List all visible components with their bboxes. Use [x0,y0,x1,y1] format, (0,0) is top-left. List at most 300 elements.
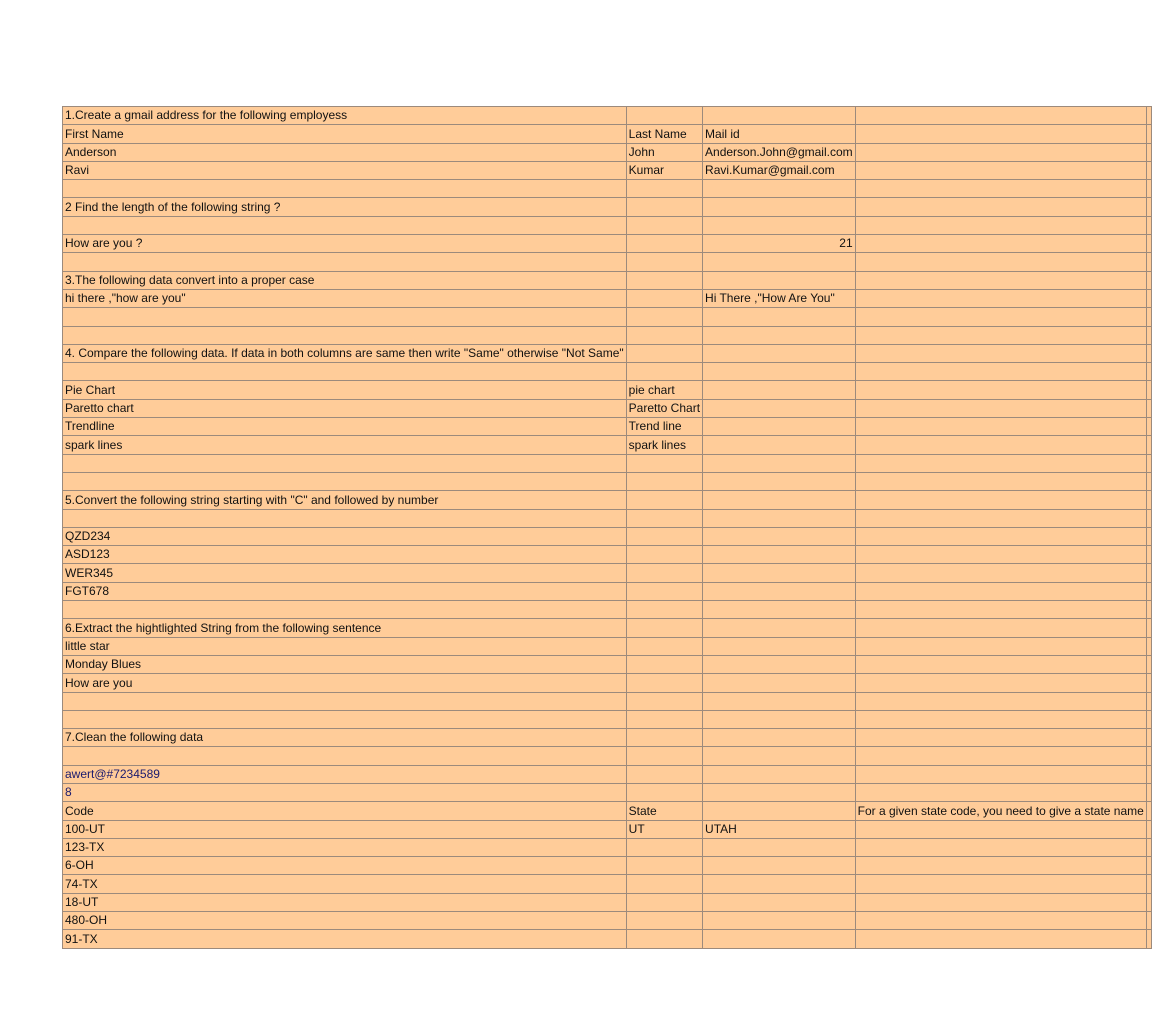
sheet-cell[interactable] [63,930,627,948]
sheet-cell[interactable] [63,125,627,143]
sheet-cell[interactable] [626,765,702,783]
sheet-cell[interactable] [703,216,856,234]
sheet-cell[interactable] [703,674,856,692]
sheet-cell[interactable] [855,308,1146,326]
sheet-cell[interactable] [1146,820,1151,838]
sheet-cell[interactable] [855,546,1146,564]
sheet-cell[interactable] [855,491,1146,509]
sheet-cell[interactable] [626,344,702,362]
sheet-cell[interactable] [855,216,1146,234]
sheet-cell[interactable] [855,637,1146,655]
sheet-cell[interactable] [63,674,627,692]
cell-text: Anderson [65,144,117,159]
sheet-cell[interactable] [703,912,856,930]
sheet-cell[interactable] [63,546,627,564]
sheet-cell[interactable] [63,180,627,198]
sheet-cell[interactable] [1146,253,1151,271]
sheet-cell[interactable] [63,875,627,893]
sheet-row [63,546,1152,564]
sheet-cell[interactable] [63,838,627,856]
cell-text: 6-OH [65,858,94,873]
sheet-cell[interactable] [855,710,1146,728]
sheet-cell[interactable] [1146,710,1151,728]
sheet-row [63,802,1152,820]
cell-text: Pie Chart [65,382,116,397]
sheet-cell[interactable] [626,783,702,801]
sheet-cell[interactable] [855,802,1146,820]
sheet-row [63,582,1152,600]
sheet-cell[interactable] [703,802,856,820]
sheet-cell[interactable] [1146,692,1151,710]
sheet-cell[interactable] [855,253,1146,271]
sheet-cell[interactable] [63,747,627,765]
sheet-cell[interactable] [855,198,1146,216]
sheet-cell[interactable] [63,381,627,399]
sheet-cell[interactable] [703,729,856,747]
sheet-cell[interactable] [855,509,1146,527]
sheet-cell[interactable] [1146,454,1151,472]
sheet-cell[interactable] [1146,674,1151,692]
cell-text: For a given state code, you need to give a state name [857,803,1144,818]
sheet-cell[interactable] [703,125,856,143]
sheet-row [63,893,1152,911]
cell-text: Monday Blues [65,657,142,672]
sheet-cell[interactable] [63,235,627,253]
sheet-cell[interactable] [1146,564,1151,582]
sheet-cell[interactable] [1146,912,1151,930]
sheet-cell[interactable] [626,107,702,125]
cell-text: Code [65,803,94,818]
cell-text: Trendline [65,419,115,434]
sheet-cell[interactable] [703,527,856,545]
sheet-cell[interactable] [855,564,1146,582]
sheet-cell[interactable] [1146,161,1151,179]
sheet-cell[interactable] [1146,491,1151,509]
sheet-cell[interactable] [855,527,1146,545]
sheet-row [63,271,1152,289]
sheet-cell[interactable] [855,655,1146,673]
sheet-cell[interactable] [1146,308,1151,326]
sheet-cell[interactable] [63,198,627,216]
sheet-cell[interactable] [63,509,627,527]
sheet-cell[interactable] [626,143,702,161]
cell-text: UT [628,821,645,836]
sheet-cell[interactable] [703,491,856,509]
cell-text: awert@#7234589 [65,766,160,781]
sheet-cell[interactable] [63,143,627,161]
sheet-cell[interactable] [703,308,856,326]
sheet-cell[interactable] [703,198,856,216]
sheet-cell[interactable] [626,875,702,893]
sheet-row [63,344,1152,362]
sheet-cell[interactable] [855,838,1146,856]
sheet-cell[interactable] [1146,180,1151,198]
sheet-cell[interactable] [63,601,627,619]
sheet-cell[interactable] [855,783,1146,801]
sheet-cell[interactable] [1146,472,1151,490]
sheet-cell[interactable] [703,436,856,454]
sheet-cell[interactable] [626,710,702,728]
sheet-cell[interactable] [63,344,627,362]
sheet-row [63,509,1152,527]
sheet-row [63,875,1152,893]
sheet-cell[interactable] [703,930,856,948]
cell-text: Last Name [628,126,687,141]
sheet-cell[interactable] [703,472,856,490]
sheet-cell[interactable] [855,765,1146,783]
sheet-cell[interactable] [1146,509,1151,527]
cell-text: 74-TX [65,876,98,891]
sheet-cell[interactable] [63,655,627,673]
sheet-cell[interactable] [1146,399,1151,417]
sheet-cell[interactable] [63,491,627,509]
sheet-cell[interactable] [626,381,702,399]
cell-text: pie chart [628,382,675,397]
sheet-row [63,912,1152,930]
sheet-cell[interactable] [703,710,856,728]
sheet-cell[interactable] [626,308,702,326]
cell-text: 8 [65,785,72,800]
sheet-cell[interactable] [1146,125,1151,143]
sheet-cell[interactable] [855,161,1146,179]
cell-text: WER345 [65,565,114,580]
sheet-cell[interactable] [703,161,856,179]
sheet-cell[interactable] [63,363,627,381]
sheet-cell[interactable] [63,454,627,472]
sheet-cell[interactable] [1146,436,1151,454]
cell-text: How are you ? [65,236,143,251]
sheet-cell[interactable] [1146,235,1151,253]
sheet-cell[interactable] [855,674,1146,692]
sheet-cell[interactable] [1146,381,1151,399]
cell-text: 2 Find the length of the following string ? [65,199,281,214]
sheet-cell[interactable] [703,692,856,710]
cell-text: Anderson.John@gmail.com [705,144,853,159]
sheet-cell[interactable] [626,253,702,271]
cell-text: Hi There ,"How Are You" [705,291,835,306]
sheet-cell[interactable] [63,289,627,307]
sheet-cell[interactable] [855,875,1146,893]
sheet-cell[interactable] [1146,783,1151,801]
sheet-cell[interactable] [1146,601,1151,619]
sheet-cell[interactable] [63,692,627,710]
sheet-cell[interactable] [855,857,1146,875]
sheet-cell[interactable] [1146,729,1151,747]
sheet-cell[interactable] [626,857,702,875]
sheet-cell[interactable] [1146,838,1151,856]
sheet-cell[interactable] [703,637,856,655]
sheet-cell[interactable] [63,436,627,454]
cell-text: 7.Clean the following data [65,730,204,745]
sheet-cell[interactable] [63,527,627,545]
sheet-cell[interactable] [855,619,1146,637]
sheet-row [63,289,1152,307]
sheet-cell[interactable] [703,509,856,527]
sheet-cell[interactable] [626,509,702,527]
sheet-cell[interactable] [1146,271,1151,289]
sheet-cell[interactable] [855,747,1146,765]
sheet-cell[interactable] [626,912,702,930]
sheet-cell[interactable] [1146,875,1151,893]
sheet-cell[interactable] [855,180,1146,198]
sheet-cell[interactable] [626,198,702,216]
sheet-cell[interactable] [63,564,627,582]
sheet-row [63,820,1152,838]
sheet-cell[interactable] [626,289,702,307]
cell-text: How are you [65,675,133,690]
sheet-cell[interactable] [626,930,702,948]
sheet-cell[interactable] [63,765,627,783]
sheet-cell[interactable] [63,619,627,637]
sheet-row [63,729,1152,747]
sheet-row [63,619,1152,637]
sheet-cell[interactable] [855,125,1146,143]
sheet-cell[interactable] [703,564,856,582]
sheet-cell[interactable] [703,546,856,564]
sheet-row [63,747,1152,765]
sheet-cell[interactable] [626,655,702,673]
sheet-cell[interactable] [63,893,627,911]
sheet-cell[interactable] [703,363,856,381]
sheet-cell[interactable] [855,601,1146,619]
sheet-cell[interactable] [626,527,702,545]
sheet-cell[interactable] [855,820,1146,838]
sheet-cell[interactable] [626,161,702,179]
sheet-cell[interactable] [626,619,702,637]
sheet-cell[interactable] [703,783,856,801]
sheet-cell[interactable] [703,893,856,911]
sheet-cell[interactable] [703,399,856,417]
sheet-cell[interactable] [1146,857,1151,875]
sheet-cell[interactable] [626,546,702,564]
sheet-row [63,637,1152,655]
sheet-cell[interactable] [626,729,702,747]
sheet-row [63,783,1152,801]
sheet-cell[interactable] [626,838,702,856]
cell-text: Trend line [628,419,682,434]
sheet-cell[interactable] [855,326,1146,344]
sheet-cell[interactable] [626,637,702,655]
sheet-cell[interactable] [855,289,1146,307]
sheet-cell[interactable] [703,253,856,271]
sheet-row [63,216,1152,234]
sheet-cell[interactable] [1146,802,1151,820]
sheet-cell[interactable] [855,582,1146,600]
sheet-row [63,655,1152,673]
cell-text: Mail id [705,126,740,141]
sheet-cell[interactable] [1146,546,1151,564]
sheet-cell[interactable] [703,326,856,344]
sheet-cell[interactable] [63,253,627,271]
sheet-cell[interactable]: 21 [703,235,856,253]
sheet-row [63,161,1152,179]
sheet-cell[interactable] [626,399,702,417]
cell-text: 5.Convert the following string starting with "C" and followed by number [65,492,439,507]
sheet-cell[interactable] [703,857,856,875]
sheet-cell[interactable] [855,399,1146,417]
sheet-row [63,326,1152,344]
sheet-cell[interactable] [703,344,856,362]
sheet-cell[interactable] [1146,143,1151,161]
sheet-cell[interactable] [1146,107,1151,125]
sheet-cell[interactable] [63,729,627,747]
sheet-row [63,125,1152,143]
cell-text: ASD123 [65,547,110,562]
sheet-cell[interactable] [703,582,856,600]
cell-text: spark lines [65,437,123,452]
sheet-cell[interactable] [1146,893,1151,911]
sheet-cell[interactable] [703,418,856,436]
sheet-cell[interactable] [855,472,1146,490]
sheet-row [63,838,1152,856]
sheet-cell[interactable] [855,729,1146,747]
sheet-cell[interactable] [855,381,1146,399]
sheet-cell[interactable] [703,747,856,765]
sheet-row [63,601,1152,619]
sheet-cell[interactable] [63,271,627,289]
cell-text: Kumar [628,163,664,178]
cell-text: 4. Compare the following data. If data in both columns are same then write "Same" otherwise "Not Same" [65,346,624,361]
sheet-cell[interactable] [63,783,627,801]
sheet-cell[interactable] [1146,418,1151,436]
sheet-cell[interactable] [703,107,856,125]
cell-text: 3.The following data convert into a proper case [65,272,315,287]
sheet-row [63,143,1152,161]
sheet-cell[interactable] [63,710,627,728]
sheet-cell[interactable] [703,838,856,856]
sheet-cell[interactable] [855,692,1146,710]
sheet-cell[interactable] [1146,527,1151,545]
sheet-cell[interactable] [855,107,1146,125]
sheet-row [63,399,1152,417]
sheet-row [63,472,1152,490]
sheet-cell[interactable] [626,436,702,454]
sheet-cell[interactable] [855,344,1146,362]
sheet-cell[interactable] [1146,289,1151,307]
sheet-cell[interactable] [63,582,627,600]
sheet-cell[interactable] [63,107,627,125]
sheet-cell[interactable] [63,161,627,179]
sheet-cell[interactable] [703,765,856,783]
sheet-cell[interactable] [626,564,702,582]
sheet-cell[interactable] [1146,619,1151,637]
sheet-cell[interactable] [1146,198,1151,216]
sheet-cell[interactable] [626,893,702,911]
sheet-cell[interactable] [626,418,702,436]
cell-text: 1.Create a gmail address for the following employess [65,108,348,123]
sheet-cell[interactable] [855,436,1146,454]
sheet-row [63,692,1152,710]
sheet-cell[interactable] [626,180,702,198]
sheet-cell[interactable] [63,637,627,655]
cell-text: QZD234 [65,529,111,544]
sheet-cell[interactable] [626,820,702,838]
sheet-cell[interactable] [1146,930,1151,948]
cell-text: FGT678 [65,584,110,599]
sheet-cell[interactable] [63,418,627,436]
sheet-cell[interactable] [855,143,1146,161]
sheet-cell[interactable] [1146,582,1151,600]
sheet-cell[interactable] [703,381,856,399]
sheet-cell[interactable] [1146,655,1151,673]
sheet-cell[interactable] [703,289,856,307]
sheet-cell[interactable] [703,143,856,161]
sheet-cell[interactable] [703,180,856,198]
sheet-cell[interactable] [63,399,627,417]
sheet-cell[interactable] [855,912,1146,930]
sheet-cell[interactable] [703,619,856,637]
sheet-cell[interactable] [626,125,702,143]
sheet-row [63,857,1152,875]
sheet-cell[interactable] [626,692,702,710]
sheet-cell[interactable] [626,674,702,692]
sheet-cell[interactable] [626,491,702,509]
sheet-cell[interactable] [63,308,627,326]
sheet-row [63,107,1152,125]
sheet-cell[interactable] [703,454,856,472]
sheet-cell[interactable] [855,363,1146,381]
cell-text: First Name [65,126,124,141]
sheet-cell[interactable] [626,472,702,490]
sheet-cell[interactable] [1146,747,1151,765]
sheet-row [63,454,1152,472]
sheet-cell[interactable] [626,582,702,600]
sheet-cell[interactable] [1146,363,1151,381]
sheet-cell[interactable] [855,893,1146,911]
sheet-cell[interactable] [1146,344,1151,362]
sheet-cell[interactable] [63,820,627,838]
sheet-cell[interactable] [855,930,1146,948]
sheet-cell[interactable] [1146,216,1151,234]
sheet-cell[interactable] [626,454,702,472]
sheet-cell[interactable] [63,857,627,875]
sheet-cell[interactable] [1146,765,1151,783]
sheet-cell[interactable] [626,802,702,820]
sheet-cell[interactable] [63,912,627,930]
sheet-cell[interactable] [626,235,702,253]
sheet-cell[interactable] [1146,326,1151,344]
sheet-cell[interactable] [703,820,856,838]
sheet-cell[interactable] [703,655,856,673]
cell-text: 91-TX [65,931,98,946]
sheet-cell[interactable] [63,472,627,490]
sheet-cell[interactable] [855,418,1146,436]
sheet-cell[interactable] [855,454,1146,472]
cell-text: 18-UT [65,895,99,910]
sheet-cell[interactable] [703,875,856,893]
spreadsheet-grid [62,106,1152,949]
sheet-cell[interactable] [703,601,856,619]
sheet-cell[interactable] [63,326,627,344]
sheet-cell[interactable] [855,271,1146,289]
sheet-row [63,381,1152,399]
sheet-cell[interactable] [1146,637,1151,655]
sheet-cell[interactable] [626,363,702,381]
sheet-cell[interactable] [855,235,1146,253]
sheet-cell[interactable] [626,601,702,619]
cell-text: 6.Extract the hightlighted String from the following sentence [65,620,382,635]
sheet-row [63,765,1152,783]
sheet-cell[interactable] [63,216,627,234]
sheet-row [63,527,1152,545]
sheet-cell[interactable] [626,216,702,234]
sheet-cell[interactable] [626,271,702,289]
sheet-cell[interactable] [626,747,702,765]
sheet-cell[interactable] [703,271,856,289]
sheet-cell[interactable] [626,326,702,344]
sheet-row [63,930,1152,948]
sheet-cell[interactable] [63,802,627,820]
